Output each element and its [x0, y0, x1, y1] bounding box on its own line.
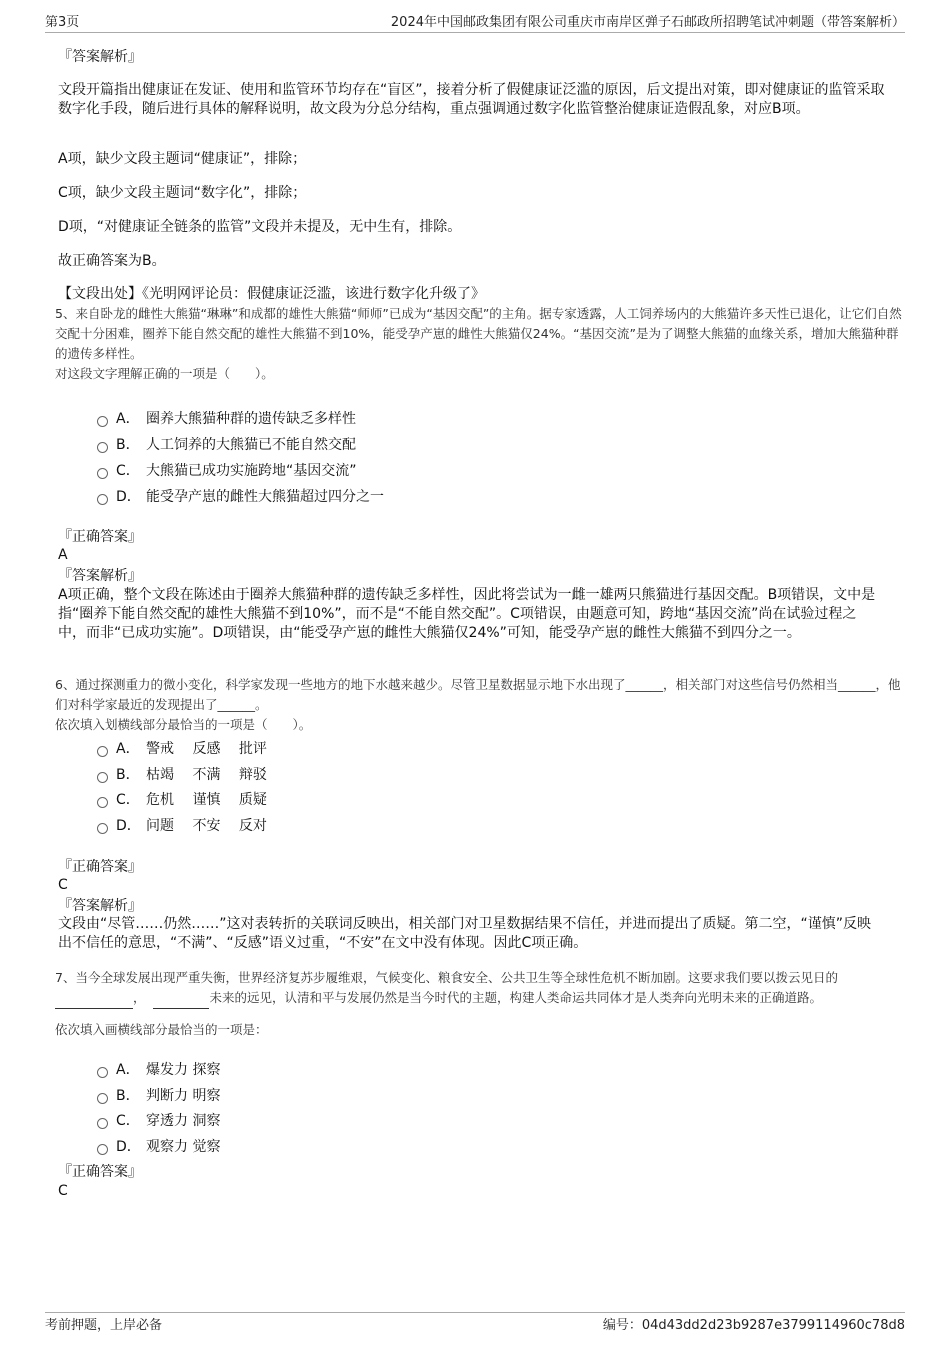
q6-analysis-label: 『答案解析』 — [58, 898, 142, 914]
q5-answer: A — [58, 547, 68, 563]
q7-option-a[interactable] — [97, 1059, 220, 1079]
id-label: 编号： — [602, 1318, 642, 1333]
option-label: C． — [116, 792, 140, 808]
question-6-text: 6、通过探测重力的微小变化，科学家发现一些地方的地下水越来越少。尽管卫星数据显示地下水出现了______，相关部门对这些信号仍然相当______，他们对科学家最近的发现提出了______。 — [55, 677, 901, 712]
question-5-prompt: 对这段文字理解正确的一项是（ ）。 — [55, 366, 274, 381]
radio-icon[interactable] — [97, 468, 108, 479]
option-text: 穿透力 洞察 — [146, 1113, 221, 1129]
option-label: A． — [116, 411, 140, 427]
q7-option-b[interactable] — [97, 1085, 220, 1105]
analysis-c: C项，缺少文段主题词“数字化”，排除； — [58, 185, 307, 201]
option-text: 警戒 反感 批评 — [146, 741, 267, 757]
q6-option-c[interactable] — [97, 789, 267, 809]
q7-answer: C — [58, 1183, 68, 1199]
q6-analysis: 文段由“尽管……仍然……”这对表转折的关联词反映出，相关部门对卫星数据结果不信任，并进而提出了质疑。第二空，“谨慎”反映出不信任的意思，“不满”、“反感”语义过重，“不安”在文中没有体现。因此C项正确。 — [58, 916, 872, 951]
q6-answer-label: 『正确答案』 — [58, 859, 142, 875]
correct-answer-text: 故正确答案为B。 — [58, 253, 166, 269]
option-text: 爆发力 探察 — [146, 1062, 221, 1078]
q6-option-a[interactable] — [97, 738, 267, 758]
radio-icon[interactable] — [97, 797, 108, 808]
q5-option-d[interactable] — [97, 486, 384, 506]
blank-2 — [153, 988, 209, 1009]
option-text: 危机 谨慎 质疑 — [146, 792, 267, 808]
q7-answer-label: 『正确答案』 — [58, 1164, 142, 1180]
option-text: 枯竭 不满 辩驳 — [146, 767, 267, 783]
q5-option-a[interactable] — [97, 408, 356, 428]
radio-icon[interactable] — [97, 416, 108, 427]
option-text: 能受孕产崽的雌性大熊猫超过四分之一 — [146, 489, 384, 505]
analysis-label: 『答案解析』 — [58, 49, 142, 65]
option-label: B． — [116, 767, 140, 783]
option-text: 观察力 觉察 — [146, 1139, 221, 1155]
option-text: 问题 不安 反对 — [146, 818, 267, 834]
question-6-prompt: 依次填入划横线部分最恰当的一项是（ ）。 — [55, 717, 312, 732]
option-label: D． — [116, 1139, 141, 1155]
option-text: 判断力 明察 — [146, 1088, 221, 1104]
q6-option-d[interactable] — [97, 815, 267, 835]
analysis-text: 文段开篇指出健康证在发证、使用和监管环节均存在“盲区”，接着分析了假健康证泛滥的原因，后文提出对策，即对健康证的监管采取数字化手段，随后进行具体的解释说明，故文段为分总分结构，重点强调通过数字化监管整治健康证造假乱象，对应B项。 — [58, 82, 885, 117]
option-label: A． — [116, 741, 140, 757]
analysis-d: D项，“对健康证全链条的监管”文段并未提及，无中生有，排除。 — [58, 219, 462, 235]
option-text: 大熊猫已成功实施跨地“基因交流” — [146, 463, 357, 479]
option-label: D． — [116, 489, 141, 505]
question-5-text: 5、来自卧龙的雌性大熊猫“琳琳”和成都的雄性大熊猫“师师”已成为“基因交配”的主角。据专家透露，人工饲养场内的大熊猫许多天性已退化，让它们自然交配十分困难，圈养下能自然交配的雄性大熊猫不到10%，能受孕产崽的雌性大熊猫仅24%。“基因交流”是为了调整大熊猫的血缘关系，增加大熊猫种群的遗传多样性。 — [55, 306, 902, 361]
option-text: 圈养大熊猫种群的遗传缺乏多样性 — [146, 411, 356, 427]
radio-icon[interactable] — [97, 772, 108, 783]
q7-option-c[interactable] — [97, 1110, 220, 1130]
page-number: 第3页 — [45, 15, 80, 30]
analysis-a: A项，缺少文段主题词“健康证”，排除； — [58, 151, 307, 167]
radio-icon[interactable] — [97, 1093, 108, 1104]
radio-icon[interactable] — [97, 494, 108, 505]
radio-icon[interactable] — [97, 1067, 108, 1078]
radio-icon[interactable] — [97, 746, 108, 757]
option-text: 人工饲养的大熊猫已不能自然交配 — [146, 437, 356, 453]
q5-analysis-label: 『答案解析』 — [58, 568, 142, 584]
option-label: A． — [116, 1062, 140, 1078]
footer-id — [603, 1314, 905, 1333]
blank-1 — [55, 988, 133, 1009]
q6-answer: C — [58, 877, 68, 893]
q5-option-c[interactable] — [97, 460, 357, 480]
question-7-text — [55, 968, 905, 1009]
q6-option-b[interactable] — [97, 764, 267, 784]
radio-icon[interactable] — [97, 823, 108, 834]
radio-icon[interactable] — [97, 442, 108, 453]
option-label: C． — [116, 1113, 140, 1129]
radio-icon[interactable] — [97, 1144, 108, 1155]
option-label: D． — [116, 818, 141, 834]
option-label: B． — [116, 437, 140, 453]
q5-option-b[interactable] — [97, 434, 356, 454]
q7-option-d[interactable] — [97, 1136, 220, 1156]
header-divider — [45, 32, 905, 33]
option-label: C． — [116, 463, 140, 479]
source-text: 【文段出处】《光明网评论员：假健康证泛滥，该进行数字化升级了》 — [58, 286, 485, 302]
q7-text-part1: 7、当今全球发展出现严重失衡，世界经济复苏步履维艰，气候变化、粮食安全、公共卫生等全球性危机不断加剧。这要求我们要以拨云见日的 — [55, 970, 838, 985]
option-label: B． — [116, 1088, 140, 1104]
footer-slogan: 考前押题，上岸必备 — [45, 1318, 163, 1333]
question-7-prompt: 依次填入画横线部分最恰当的一项是： — [55, 1022, 268, 1037]
q5-analysis: A项正确，整个文段在陈述由于圈养大熊猫种群的遗传缺乏多样性，因此将尝试为一雌一雄两只熊猫进行基因交配。B项错误，文中是指“圈养下能自然交配的雄性大熊猫不到10%”，而不是“不能自然交配”。C项错误，由题意可知，跨地“基因交流”尚在试验过程之中，而非“已成功实施”。D项错误，由“能受孕产崽的雌性大熊猫仅24%”可知，能受孕产崽的雌性大熊猫不到四分之一。 — [58, 587, 876, 641]
q7-text-part2: 未来的远见，认清和平与发展仍然是当今时代的主题，构建人类命运共同体才是人类奔向光明未来的正确道路。 — [209, 990, 822, 1005]
radio-icon[interactable] — [97, 1118, 108, 1129]
separator: ， — [133, 990, 146, 1005]
id-value: 04d43dd2d23b9287e3799114960c78d8 — [641, 1318, 905, 1333]
q5-answer-label: 『正确答案』 — [58, 529, 142, 545]
document-title: 2024年中国邮政集团有限公司重庆市南岸区弹子石邮政所招聘笔试冲刺题（带答案解析） — [390, 15, 905, 30]
footer-divider — [45, 1312, 905, 1313]
